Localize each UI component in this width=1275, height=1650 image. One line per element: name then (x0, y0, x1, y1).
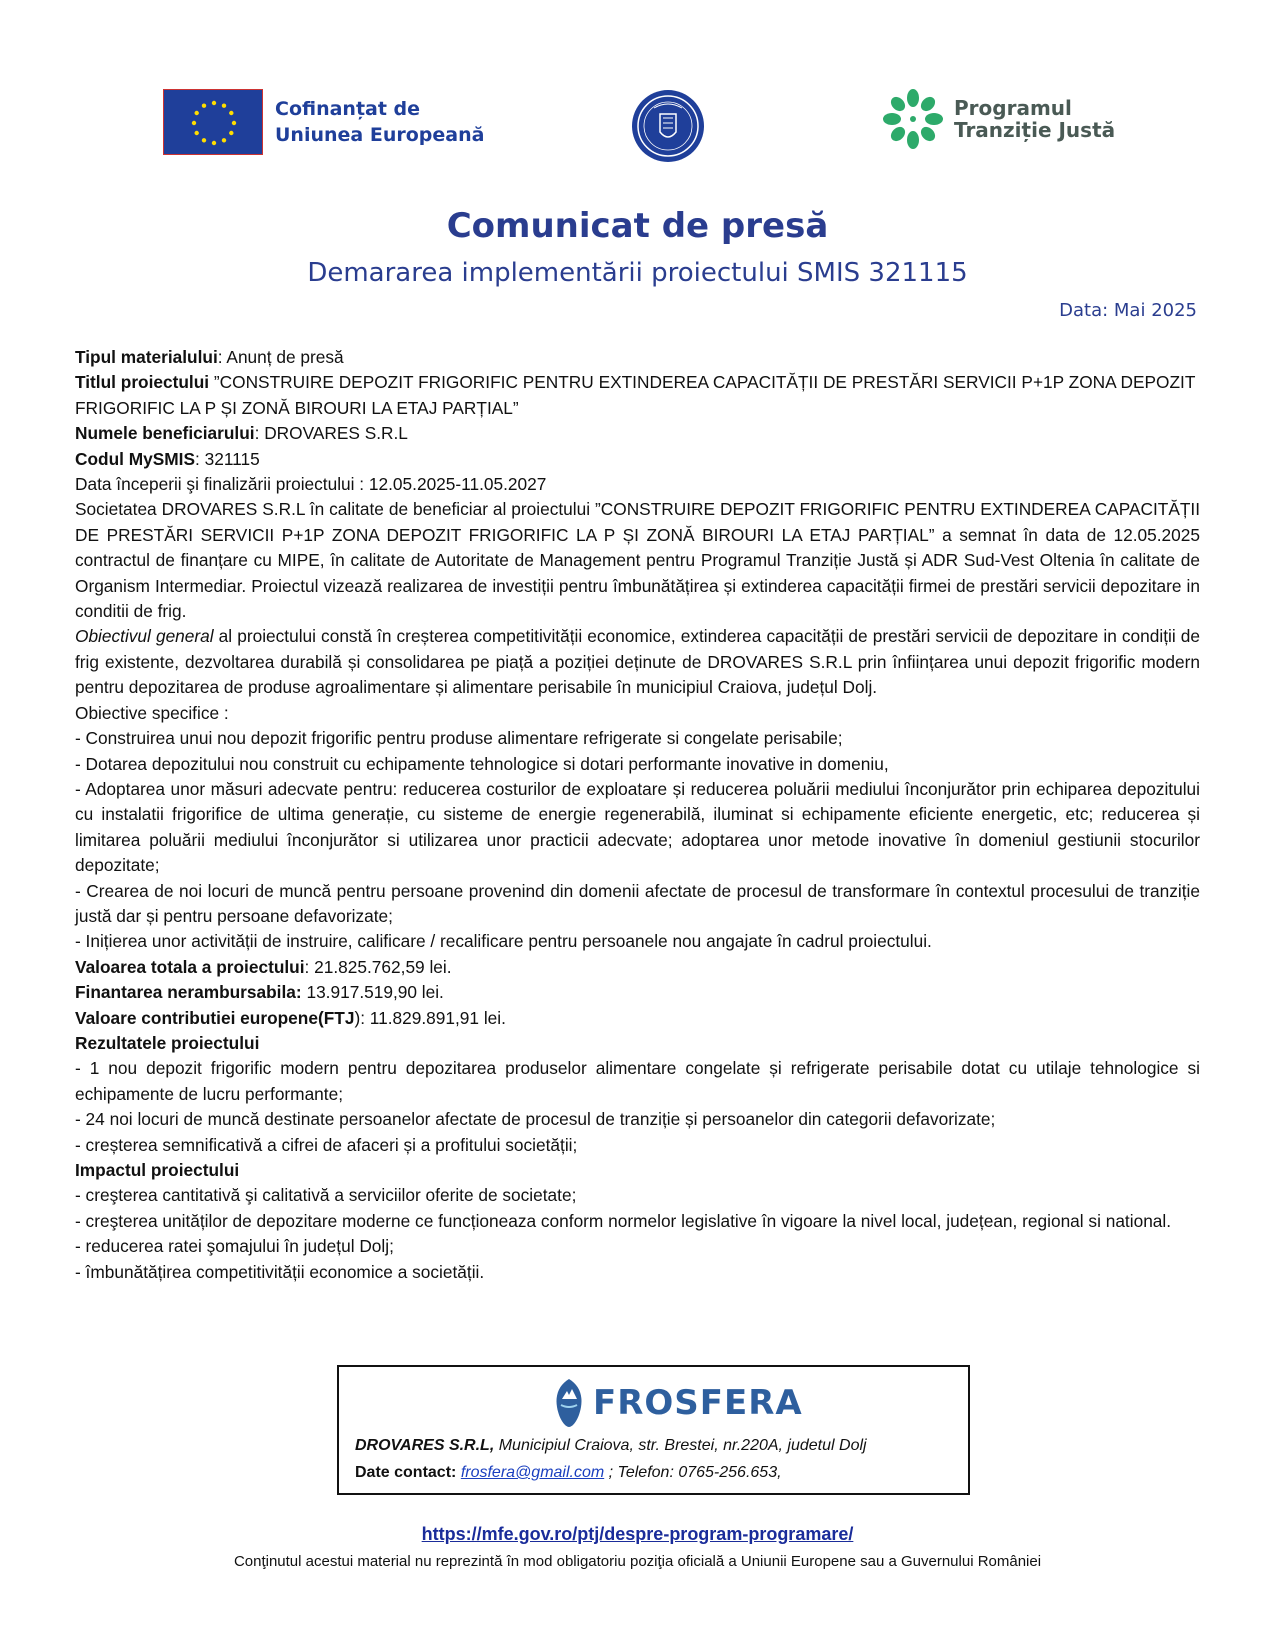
release-date: Data: Mai 2025 (1059, 300, 1197, 321)
field-tip (75, 345, 1200, 370)
list-item: - Inițierea unor activității de instruire, calificare / recalificare pentru persoanele nou angajate în cadrul proiectului. (75, 931, 932, 952)
list-item: - Adoptarea unor măsuri adecvate pentru: reducerea costurilor de exploatare și reducerea poluării mediului înconjurător prin echiparea depozitului cu instalatii frigorifice de ultima generație, cu sisteme de energie regenerabilă, iluminat si echipamente eficiente energetic, etc; reducerea și limitarea poluării mediului înconjurător si utilizarea unor practicii adecvate; adoptarea unor metode inovative în domeniul gestiunii stocurilor depozitate; (75, 778, 1200, 876)
list-item: - îmbunătățirea competitivității economice a societății. (75, 1261, 485, 1282)
eu-contribution-value: Valoare contributiei europene(FTJ): 11.829.891,91 lei. (75, 1007, 506, 1028)
ptj-logo-line-2: Tranziție Justă (954, 118, 1116, 142)
frosfera-logo (549, 1377, 803, 1429)
eu-logo-line-2: Uniunea Europeană (275, 124, 485, 146)
document-body (75, 345, 1200, 1285)
field-beneficiar (75, 421, 1200, 446)
field-value: ”CONSTRUIRE DEPOZIT FRIGORIFIC PENTRU EXTINDEREA CAPACITĂȚII DE PRESTĂRI SERVICII P+1P ZONA DEPOZIT FRIGORIFIC LA P ȘI ZONĂ BIROURI LA ETAJ PARȚIAL” (75, 372, 1196, 418)
field-value: : Anunț de presă (217, 347, 344, 367)
list-item: - creșterea semnificativă a cifrei de afaceri și a profitului societății; (75, 1134, 578, 1155)
results-heading: Rezultatele proiectului (75, 1032, 260, 1053)
intro-paragraph: Societatea DROVARES S.R.L în calitate de beneficiar al proiectului ”CONSTRUIRE DEPOZIT FRIGORIFIC PENTRU EXTINDEREA CAPACITĂȚII DE PRESTĂRI SERVICII P+1P ZONA DEPOZIT FRIGORIFIC LA P ȘI ZONĂ BIROURI LA ETAJ PARȚIAL” a semnat în data de 12.05.2025 contractul de finanțare cu MIPE, în calitate de Autoritate de Management pentru Programul Tranziție Justă și ADR Sud-Vest Oltenia în calitate de Organism Intermediar. Proiectul vizează realizarea de investiții pentru îmbunătățirea și extinderea capacității firmei de prestări servicii depozitare in conditii de frig. (75, 499, 1201, 622)
page-subtitle: Demararea implementării proiectului SMIS 321115 (307, 258, 968, 288)
company-contact-box (337, 1365, 970, 1495)
field-label: Titlul proiectului (75, 372, 210, 393)
list-item: - reducerea ratei şomajului în județul Dolj; (75, 1236, 394, 1257)
list-item: - Dotarea depozitului nou construit cu echipamente tehnologice si dotari performante inovative in domeniu, (75, 753, 889, 774)
program-link[interactable]: https://mfe.gov.ro/ptj/despre-program-programare/ (421, 1524, 854, 1544)
field-label: Tipul materialului (75, 347, 218, 367)
specific-objectives-heading: Obiective specifice : (75, 702, 229, 723)
total-value: Valoarea totala a proiectului: 21.825.762,59 lei. (75, 956, 452, 977)
company-contact: Date contact: frosfera@gmail.com ; Telefon: 0765-256.653, (355, 1464, 782, 1481)
list-item: - Crearea de noi locuri de muncă pentru persoane provenind din domenii afectate de procesul de transformare în contextul procesului de tranziție justă dar și pentru persoane defavorizate; (75, 880, 1200, 926)
ptj-flower-icon (880, 86, 946, 152)
frosfera-wordmark: FROSFERA (593, 1383, 803, 1423)
list-item: - creşterea unităților de depozitare moderne ce funcționeaza conform normelor legislative în vigoare la nivel local, județean, regional si national. (75, 1210, 1172, 1231)
email-link[interactable]: frosfera@gmail.com (460, 1464, 605, 1481)
field-value: : 321115 (195, 448, 260, 469)
list-item: - Construirea unui nou depozit frigorific pentru produse alimentare refrigerate si congelate perisabile; (75, 728, 843, 749)
program-url (0, 1524, 1275, 1545)
list-item: - 24 noi locuri de muncă destinate persoanelor afectate de procesul de tranziție și persoanelor din categorii defavorizate; (75, 1109, 996, 1130)
impact-heading: Impactul proiectului (75, 1160, 240, 1180)
objective-paragraph: Obiectivul general al proiectului constă în creșterea competitivității economice, extinderea capacității de prestări servicii de depozitare in condiții de frig existente, dezvoltarea durabilă și consolidarea pe piață a poziției deținute de DROVARES S.R.L prin înființarea unui depozit frigorific modern pentru depozitarea de produse agroalimentare și alimentare perisabile în municipiul Craiova, județul Dolj. (75, 626, 1200, 698)
government-emblem-icon (630, 88, 706, 164)
frosfera-iceberg-icon (549, 1377, 589, 1429)
list-item: - creşterea cantitativă şi calitativă a serviciilor oferite de societate; (75, 1185, 577, 1206)
ptj-logo-line-1: Programul (954, 96, 1072, 120)
field-titlu (75, 370, 1200, 421)
eu-logo-line-1: Cofinanțat de (275, 98, 421, 120)
field-label: Codul MySMIS (75, 448, 196, 469)
company-address: DROVARES S.R.L, Municipiul Craiova, str. Brestei, nr.220A, judetul Dolj (355, 1437, 867, 1454)
ptj-logo (880, 86, 1115, 152)
nonrefundable-value: Finantarea nerambursabila: 13.917.519,90 lei. (75, 982, 444, 1003)
page-title: Comunicat de presă (446, 206, 829, 246)
list-item: - 1 nou depozit frigorific modern pentru depozitarea produselor alimentare congelate și refrigerate perisabile dotat cu utilaje tehnologice si echipamente de lucru performante; (75, 1058, 1200, 1104)
eu-flag-icon (163, 89, 263, 155)
eu-cofinanced-logo (163, 89, 484, 155)
field-cod (75, 447, 1200, 472)
field-date-range: Data începerii şi finalizării proiectului : 12.05.2025-11.05.2027 (75, 474, 547, 495)
disclaimer-text: Conţinutul acestui material nu reprezintă în mod obligatoriu poziţia oficială a Uniunii Europene sau a Guvernului României (233, 1553, 1042, 1570)
field-value: : DROVARES S.R.L (254, 423, 408, 444)
field-label: Numele beneficiarului (75, 423, 255, 444)
logo-bar (0, 86, 1275, 166)
